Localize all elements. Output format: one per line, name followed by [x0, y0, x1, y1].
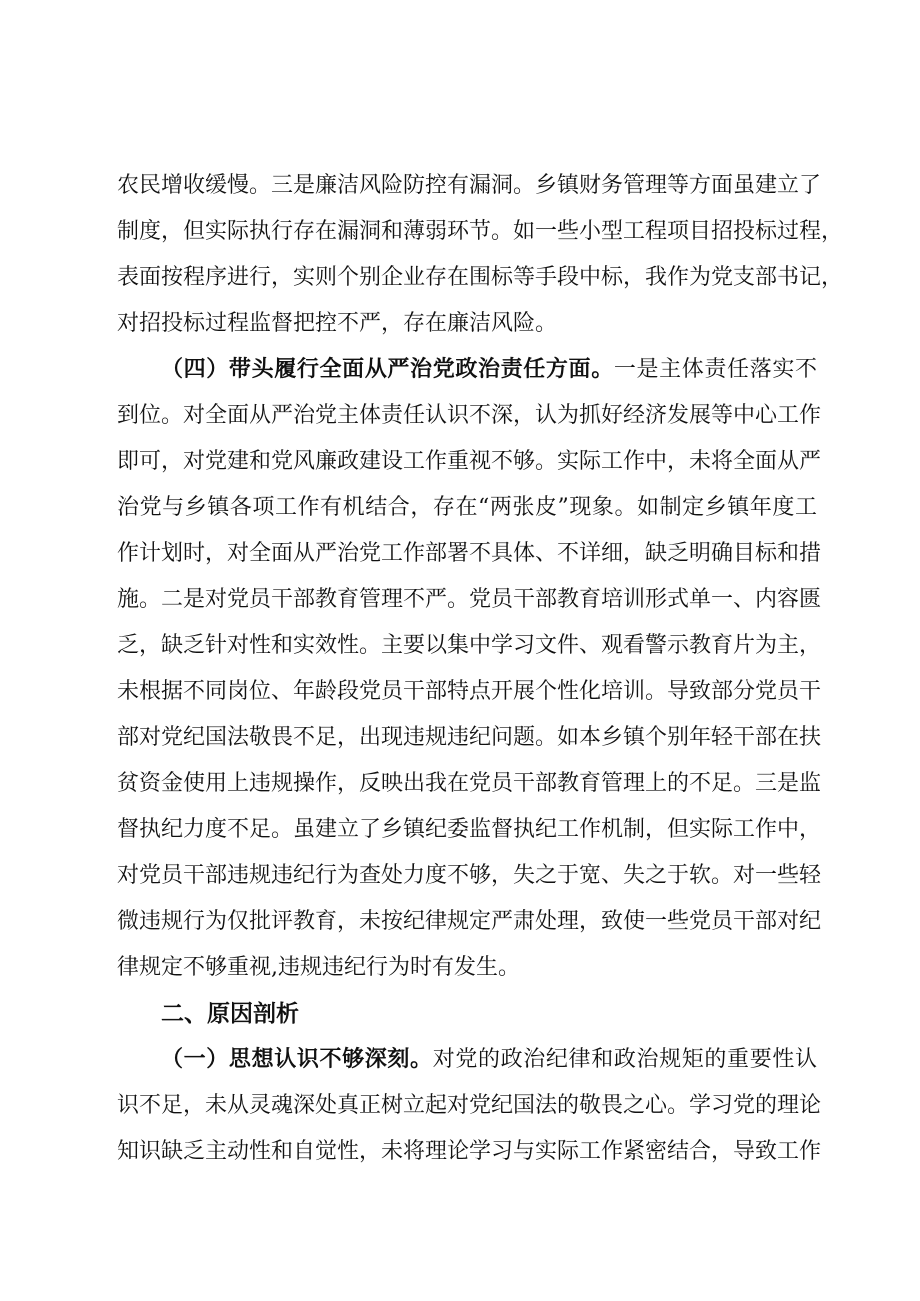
paragraph-line: 对招投标过程监督把控不严，存在廉洁风险。	[117, 311, 558, 336]
paragraph-text: 对党的政治纪律和政治规矩的重要性认	[432, 1047, 817, 1072]
paragraph-line: 施。二是对党员干部教育管理不严。党员干部教育培训形式单一、内容匮	[117, 587, 822, 612]
paragraph-line: 微违规行为仅批评教育，未按纪律规定严肃处理，致使一些党员干部对纪	[117, 909, 822, 934]
paragraph-line: 部对党纪国法敬畏不足，出现违规违纪问题。如本乡镇个别年轻干部在扶	[117, 725, 822, 750]
paragraph-line: 到位。对全面从严治党主体责任认识不深，认为抓好经济发展等中心工作	[117, 403, 822, 428]
paragraph-text: 一是主体责任落实不	[613, 357, 817, 382]
paragraph-line: 知识缺乏主动性和自觉性，未将理论学习与实际工作紧密结合，导致工作	[117, 1139, 822, 1164]
subsection-title: （四）带头履行全面从严治党政治责任方面。	[161, 357, 614, 382]
paragraph-line: 未根据不同岗位、年龄段党员干部特点开展个性化培训。导致部分党员干	[117, 679, 822, 704]
paragraph-line: 农民增收缓慢。三是廉洁风险防控有漏洞。乡镇财务管理等方面虽建立了	[117, 173, 822, 198]
paragraph-line: 治党与乡镇各项工作有机结合，存在“两张皮”现象。如制定乡镇年度工	[117, 495, 817, 520]
paragraph-line: 制度，但实际执行存在漏洞和薄弱环节。如一些小型工程项目招投标过程，	[117, 219, 844, 244]
paragraph-line: 贫资金使用上违规操作，反映出我在党员干部教育管理上的不足。三是监	[117, 771, 822, 796]
section-heading: 二、原因剖析	[161, 1001, 299, 1027]
paragraph-line: 律规定不够重视,违规违纪行为时有发生。	[117, 955, 520, 980]
subsection-title: （一）思想认识不够深刻。	[161, 1047, 433, 1072]
paragraph-line: 督执纪力度不足。虽建立了乡镇纪委监督执纪工作机制，但实际工作中，	[117, 817, 822, 842]
paragraph-line: 识不足，未从灵魂深处真正树立起对党纪国法的敬畏之心。学习党的理论	[117, 1093, 822, 1118]
paragraph-line: 对党员干部违规违纪行为查处力度不够，失之于宽、失之于软。对一些轻	[117, 863, 822, 888]
paragraph-line: 乏，缺乏针对性和实效性。主要以集中学习文件、观看警示教育片为主，	[117, 633, 822, 658]
paragraph-line: 即可，对党建和党风廉政建设工作重视不够。实际工作中，未将全面从严	[117, 449, 822, 474]
paragraph-first-line	[161, 1042, 817, 1078]
paragraph-first-line	[161, 352, 817, 388]
paragraph-line: 表面按程序进行，实则个别企业存在围标等手段中标，我作为党支部书记，	[117, 265, 844, 290]
paragraph-line: 作计划时，对全面从严治党工作部署不具体、不详细，缺乏明确目标和措	[117, 541, 822, 566]
